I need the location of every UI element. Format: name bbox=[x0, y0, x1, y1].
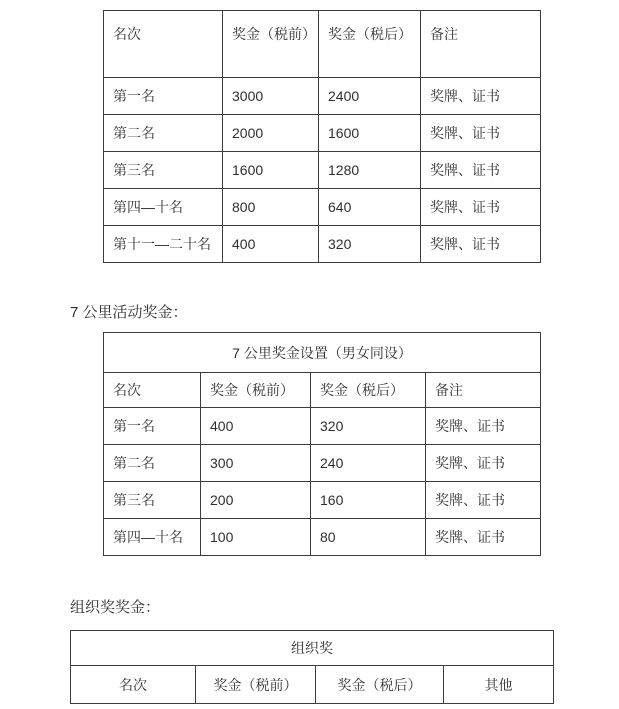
table-row bbox=[104, 78, 541, 115]
table-title-row bbox=[71, 631, 554, 666]
cell-remark: 奖牌、证书 bbox=[426, 519, 541, 556]
table-row bbox=[104, 519, 541, 556]
cell-remark: 奖牌、证书 bbox=[421, 78, 541, 115]
organization-prize-table bbox=[70, 630, 554, 704]
cell-rank: 第二名 bbox=[104, 115, 223, 152]
cell-prize-pretax: 800 bbox=[223, 189, 319, 226]
cell-remark: 奖牌、证书 bbox=[421, 115, 541, 152]
cell-prize-aftertax: 1600 bbox=[319, 115, 421, 152]
table-header-row bbox=[71, 666, 554, 704]
cell-remark: 奖牌、证书 bbox=[426, 408, 541, 445]
table-row bbox=[104, 408, 541, 445]
cell-prize-pretax: 100 bbox=[201, 519, 311, 556]
table-row bbox=[104, 152, 541, 189]
table-row bbox=[104, 226, 541, 263]
cell-remark: 奖牌、证书 bbox=[421, 226, 541, 263]
cell-prize-aftertax: 240 bbox=[311, 445, 426, 482]
cell-rank: 第十一—二十名 bbox=[104, 226, 223, 263]
table-title-row bbox=[104, 333, 541, 373]
cell-prize-pretax: 400 bbox=[223, 226, 319, 263]
section-label-7km-prize: 7 公里活动奖金： bbox=[70, 304, 188, 321]
table-title: 7 公里奖金设置（男女同设） bbox=[104, 333, 541, 373]
main-prize-table bbox=[103, 10, 541, 263]
header-remark: 备注 bbox=[426, 373, 541, 408]
header-prize-aftertax: 奖金（税后） bbox=[311, 373, 426, 408]
section-label-organization-prize: 组织奖奖金： bbox=[70, 599, 161, 616]
cell-prize-pretax: 1600 bbox=[223, 152, 319, 189]
cell-rank: 第四—十名 bbox=[104, 189, 223, 226]
cell-rank: 第二名 bbox=[104, 445, 201, 482]
table-title: 组织奖 bbox=[71, 631, 554, 666]
cell-rank: 第一名 bbox=[104, 78, 223, 115]
table-row bbox=[104, 445, 541, 482]
cell-remark: 奖牌、证书 bbox=[421, 189, 541, 226]
header-prize-pretax: 奖金（税前） bbox=[196, 666, 316, 704]
cell-prize-aftertax: 320 bbox=[311, 408, 426, 445]
header-prize-aftertax: 奖金（税后） bbox=[316, 666, 444, 704]
cell-remark: 奖牌、证书 bbox=[421, 152, 541, 189]
cell-prize-pretax: 3000 bbox=[223, 78, 319, 115]
table-header-row bbox=[104, 373, 541, 408]
cell-prize-aftertax: 160 bbox=[311, 482, 426, 519]
cell-rank: 第四—十名 bbox=[104, 519, 201, 556]
cell-prize-pretax: 200 bbox=[201, 482, 311, 519]
header-rank: 名次 bbox=[71, 666, 196, 704]
cell-rank: 第三名 bbox=[104, 482, 201, 519]
cell-prize-aftertax: 320 bbox=[319, 226, 421, 263]
header-remark: 备注 bbox=[421, 11, 541, 78]
table-row bbox=[104, 482, 541, 519]
cell-prize-pretax: 400 bbox=[201, 408, 311, 445]
header-other: 其他 bbox=[444, 666, 554, 704]
cell-prize-aftertax: 80 bbox=[311, 519, 426, 556]
cell-remark: 奖牌、证书 bbox=[426, 482, 541, 519]
seven-km-prize-table bbox=[103, 332, 541, 556]
table-row bbox=[104, 115, 541, 152]
cell-prize-aftertax: 1280 bbox=[319, 152, 421, 189]
header-rank: 名次 bbox=[104, 11, 223, 78]
cell-prize-pretax: 2000 bbox=[223, 115, 319, 152]
table-row bbox=[104, 189, 541, 226]
header-prize-pretax: 奖金（税前） bbox=[223, 11, 319, 78]
cell-prize-aftertax: 640 bbox=[319, 189, 421, 226]
cell-rank: 第一名 bbox=[104, 408, 201, 445]
cell-prize-aftertax: 2400 bbox=[319, 78, 421, 115]
header-prize-aftertax: 奖金（税后） bbox=[319, 11, 421, 78]
header-prize-pretax: 奖金（税前） bbox=[201, 373, 311, 408]
cell-rank: 第三名 bbox=[104, 152, 223, 189]
cell-remark: 奖牌、证书 bbox=[426, 445, 541, 482]
cell-prize-pretax: 300 bbox=[201, 445, 311, 482]
table-header-row bbox=[104, 11, 541, 78]
header-rank: 名次 bbox=[104, 373, 201, 408]
